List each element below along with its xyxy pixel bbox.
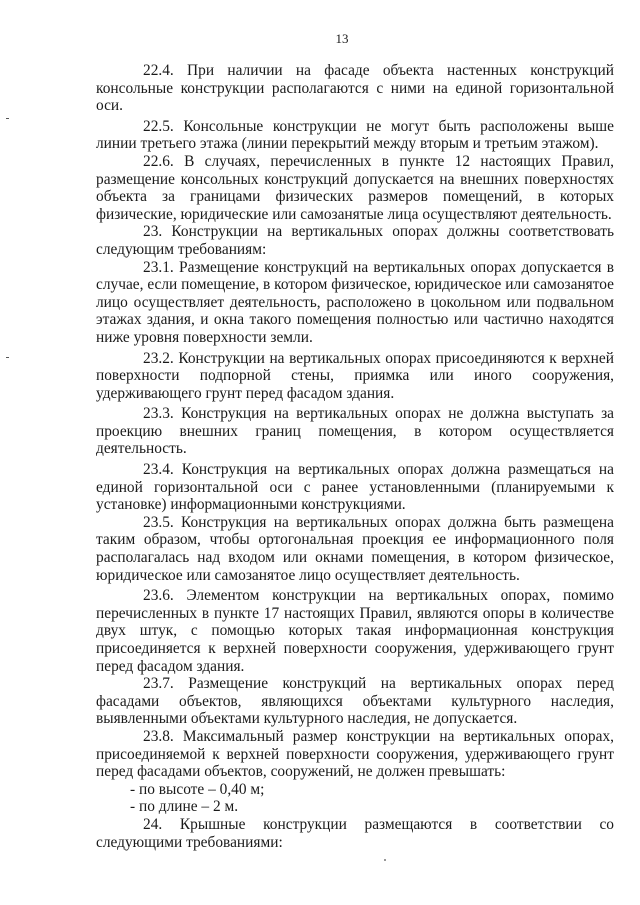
- paragraph-23-4: 23.4. Конструкция на вертикальных опорах должна размещаться на единой горизонтальной оси с ранее установленными (планируемыми к установке) информационными конструкциями.: [96, 461, 614, 514]
- paragraph-23: 23. Конструкции на вертикальных опорах должны соответствовать следующим требованиям:: [96, 223, 614, 258]
- paragraph-23-1: 23.1. Размещение конструкций на вертикальных опорах допускается в случае, если помещение, в котором физическое, юридическое или самозанятое лицо осуществляет деятельность, расположено в цокольном или подвальном этажах здания, и окна такого помещения полностью или частично находятся ниже уровня поверхности земли.: [96, 258, 614, 346]
- page-number: 13: [335, 31, 349, 46]
- paragraph-22-4: 22.4. При наличии на фасаде объекта настенных конструкций консольные конструкции располагаются с ними на единой горизонтальной оси.: [96, 62, 614, 115]
- size-limit-height: - по высоте – 0,40 м;: [130, 780, 265, 798]
- paragraph-23-5: 23.5. Конструкция на вертикальных опорах должна быть размещена таким образом, чтобы ортогональная проекция ее информационного поля располагалась над входом или окнами помещения, в котором физическое, юридическое или самозанятое лицо осуществляет деятельность.: [96, 513, 614, 584]
- scan-speck: [384, 859, 386, 861]
- scan-edge-mark: [6, 118, 9, 119]
- paragraph-22-5: 22.5. Консольные конструкции не могут быть расположены выше линии третьего этажа (линии перекрытий между вторым и третьим этажом).: [96, 117, 614, 153]
- paragraph-23-2: 23.2. Конструкции на вертикальных опорах присоединяются к верхней поверхности подпорной стены, приямка или иного сооружения, удерживающего грунт перед фасадом здания.: [96, 349, 614, 402]
- paragraph-23-7: 23.7. Размещение конструкций на вертикальных опорах перед фасадами объектов, являющихся объектами культурного наследия, выявленными объектами культурного наследия, не допускается.: [96, 675, 614, 728]
- paragraph-23-6: 23.6. Элементом конструкции на вертикальных опорах, помимо перечисленных в пункте 17 настоящих Правил, являются опоры в количестве двух штук, с помощью которых такая информационная конструкция присоединяется к верхней поверхности сооружения, удерживающего грунт перед фасадом здания.: [96, 587, 614, 675]
- scan-edge-mark: [6, 357, 9, 358]
- paragraph-24: 24. Крышные конструкции размещаются в соответствии со следующими требованиями:: [96, 815, 614, 851]
- paragraph-22-6: 22.6. В случаях, перечисленных в пункте 12 настоящих Правил, размещение консольных конструкций допускается на внешних поверхностях объекта за границами физических размеров помещений, в которых физические, юридические или самозанятые лица осуществляют деятельность.: [96, 152, 614, 223]
- size-limit-length: - по длине – 2 м.: [130, 798, 239, 816]
- paragraph-23-8: 23.8. Максимальный размер конструкции на вертикальных опорах, присоединяемой к верхней поверхности сооружения, удерживающего грунт перед фасадами объектов, сооружений, не должен превышать:: [96, 727, 614, 781]
- paragraph-23-3: 23.3. Конструкция на вертикальных опорах не должна выступать за проекцию внешних границ помещения, в котором осуществляется деятельность.: [96, 405, 614, 458]
- document-body: [96, 62, 614, 851]
